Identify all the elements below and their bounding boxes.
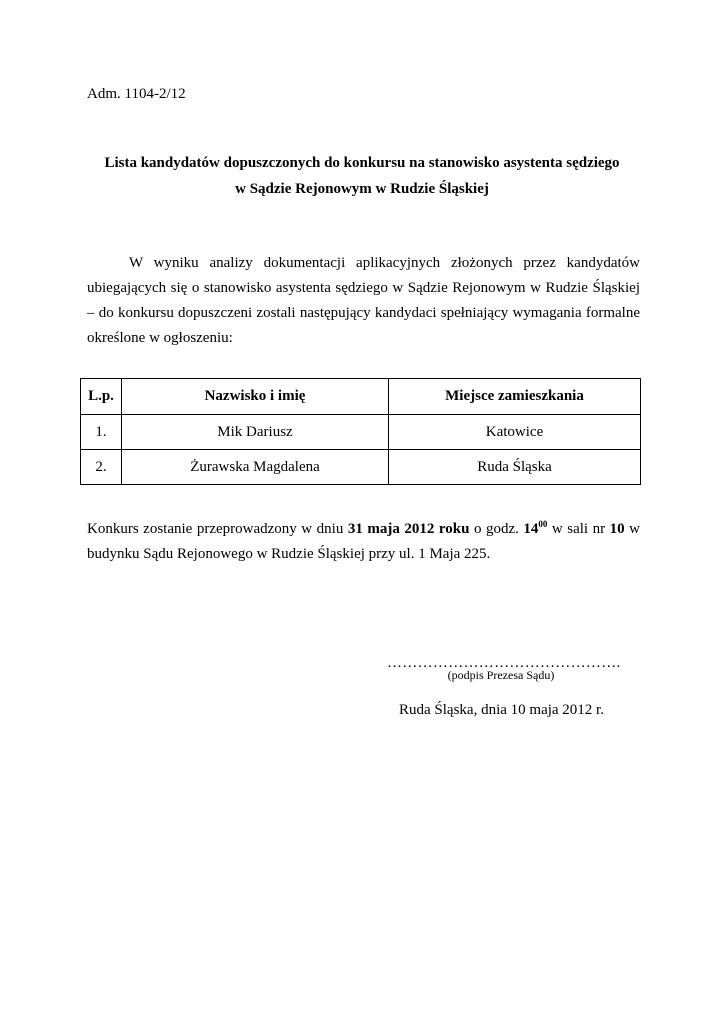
intro-paragraph <box>87 251 640 351</box>
candidate-residence: Katowice <box>389 415 641 450</box>
title-line-2: w Sądzie Rejonowym w Rudzie Śląskiej <box>235 181 489 197</box>
candidate-name: Żurawska Magdalena <box>122 450 389 485</box>
header-lp: L.p. <box>81 379 122 415</box>
document-title <box>60 150 664 202</box>
table-row <box>81 450 641 485</box>
info-text-1: Konkurs zostanie przeprowadzony w dniu <box>87 521 348 537</box>
row-number: 2. <box>81 450 122 485</box>
info-text-3: w sali nr <box>547 521 610 537</box>
minutes-value: 00 <box>538 519 548 529</box>
contest-hour <box>523 521 547 537</box>
intro-text: W wyniku analizy dokumentacji aplikacyjnych złożonych przez kandydatów ubiegających się o stanowisko asystenta sędziego w Sądzie Rejonowym w Rudzie Śląskiej – do konkursu dopuszczeni zostali następujący kandydaci spełniający wymagania formalne określone w ogłoszeniu: <box>87 255 640 346</box>
candidates-table <box>80 378 641 485</box>
info-text-4: w budynku Sądu Rejonowego w Rudzie Śląskiej przy ul. 1 Maja 225. <box>87 521 640 562</box>
hour-value: 14 <box>523 521 539 537</box>
table-header-row <box>81 379 641 415</box>
row-number: 1. <box>81 415 122 450</box>
signature-label: (podpis Prezesa Sądu) <box>447 668 555 682</box>
room-number: 10 <box>609 521 625 537</box>
info-text-2: o godz. <box>469 521 524 537</box>
candidate-residence: Ruda Śląska <box>389 450 641 485</box>
signature-line: ………………………………………. <box>387 655 621 671</box>
place-and-date: Ruda Śląska, dnia 10 maja 2012 r. <box>399 702 604 718</box>
contest-info-paragraph <box>87 517 640 567</box>
header-residence: Miejsce zamieszkania <box>389 379 641 415</box>
candidate-name: Mik Dariusz <box>122 415 389 450</box>
contest-date: 31 maja 2012 roku <box>347 521 470 537</box>
document-reference: Adm. 1104-2/12 <box>87 86 186 102</box>
table-row <box>81 415 641 450</box>
title-line-1: Lista kandydatów dopuszczonych do konkursu na stanowisko asystenta sędziego <box>104 155 620 171</box>
header-name: Nazwisko i imię <box>122 379 389 415</box>
